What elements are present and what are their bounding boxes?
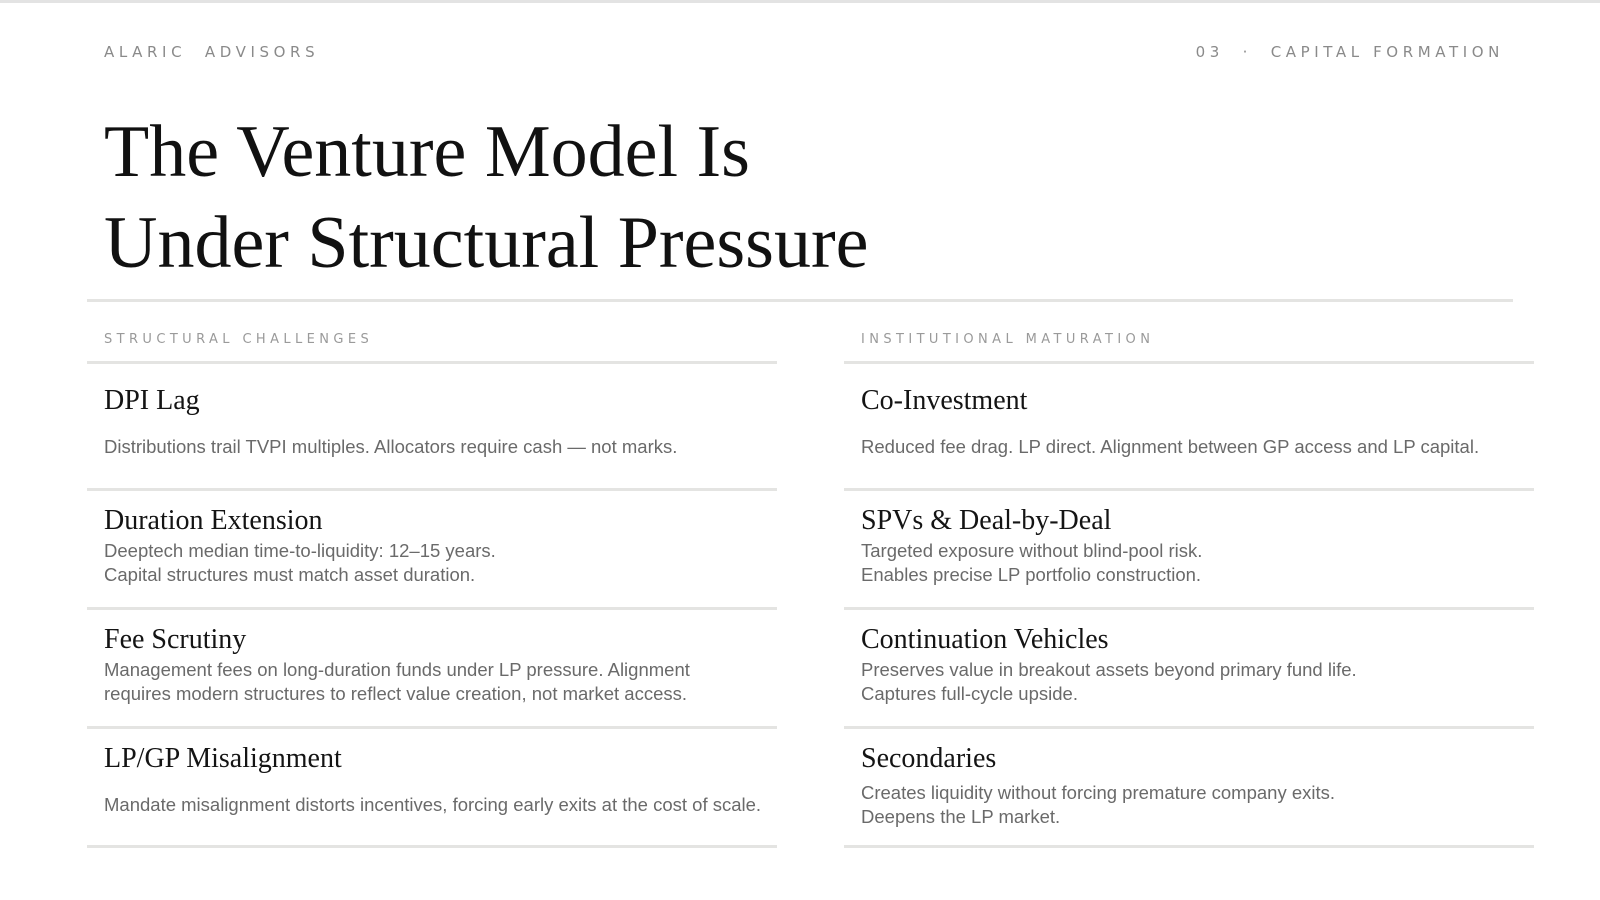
challenge-item-dpi-lag — [104, 383, 794, 459]
item-description: Preserves value in breakout assets beyond primary fund life. Captures full-cycle upside. — [861, 659, 1357, 704]
row-divider — [844, 726, 1534, 729]
item-title: Secondaries — [861, 743, 997, 774]
item-description: Deeptech median time-to-liquidity: 12–15 years. Capital structures must match asset duration. — [104, 540, 496, 585]
top-border-rule — [0, 0, 1600, 3]
maturation-item-spvs — [861, 503, 1551, 587]
item-description: Reduced fee drag. LP direct. Alignment between GP access and LP capital. — [861, 436, 1480, 457]
row-divider — [87, 488, 777, 491]
section-label: 03 · CAPITAL FORMATION — [1195, 43, 1504, 61]
page-title-line-1: The Venture Model Is — [104, 111, 750, 193]
row-divider — [844, 488, 1534, 491]
item-description: Targeted exposure without blind-pool risk. Enables precise LP portfolio construction. — [861, 540, 1203, 585]
column-label: INSTITUTIONAL MATURATION — [861, 332, 1155, 347]
item-title: Co-Investment — [861, 385, 1028, 416]
item-title: Duration Extension — [104, 505, 323, 536]
row-divider — [87, 845, 777, 848]
item-description: Management fees on long-duration funds under LP pressure. Alignment requires modern structures to reflect value creation, not market access. — [104, 659, 690, 704]
row-divider — [87, 726, 777, 729]
challenge-item-duration-extension — [104, 503, 794, 587]
item-title: LP/GP Misalignment — [104, 743, 342, 774]
brand-name: ALARIC ADVISORS — [104, 43, 320, 61]
row-divider — [87, 607, 777, 610]
item-title: Fee Scrutiny — [104, 624, 247, 655]
item-title: Continuation Vehicles — [861, 624, 1109, 655]
challenge-item-fee-scrutiny — [104, 622, 794, 706]
maturation-item-co-investment — [861, 383, 1551, 459]
maturation-item-continuation-vehicles — [861, 622, 1551, 706]
row-divider — [844, 845, 1534, 848]
item-title: SPVs & Deal-by-Deal — [861, 505, 1112, 536]
item-title: DPI Lag — [104, 385, 200, 416]
item-description: Mandate misalignment distorts incentives, forcing early exits at the cost of scale. — [104, 794, 762, 815]
item-description: Distributions trail TVPI multiples. Allocators require cash — not marks. — [104, 436, 678, 457]
column-divider — [844, 361, 1534, 364]
title-divider — [87, 299, 1513, 302]
challenge-item-lp-gp-misalignment — [104, 741, 794, 817]
column-divider — [87, 361, 777, 364]
row-divider — [844, 607, 1534, 610]
page-title — [104, 107, 868, 289]
item-description: Creates liquidity without forcing premature company exits. Deepens the LP market. — [861, 782, 1336, 827]
maturation-item-secondaries — [861, 741, 1551, 829]
page-title-line-2: Under Structural Pressure — [104, 202, 869, 284]
column-label: STRUCTURAL CHALLENGES — [104, 332, 374, 347]
